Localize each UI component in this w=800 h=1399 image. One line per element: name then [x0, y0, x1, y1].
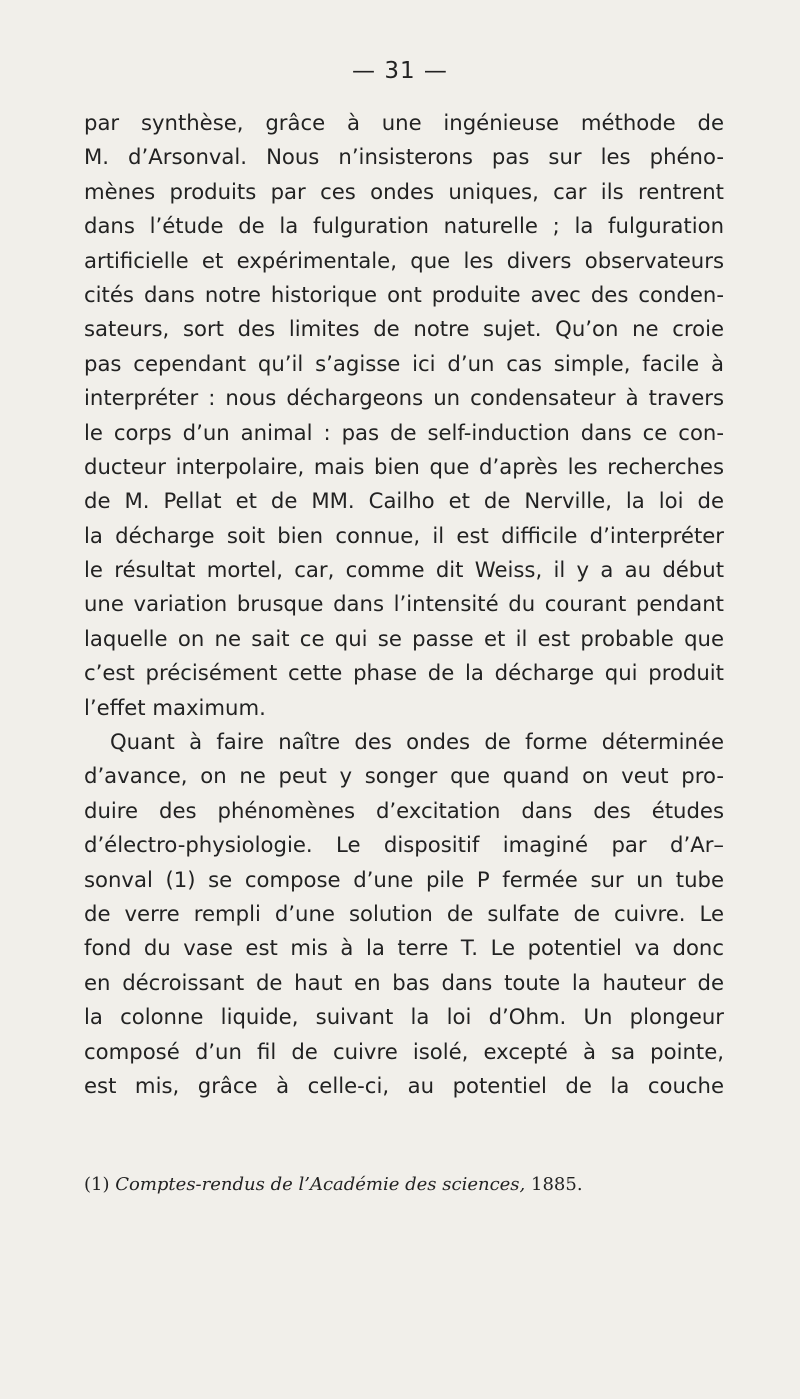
footnote-marker: (1) [84, 1174, 110, 1195]
text-line: la décharge soit bien connue, il est difficile d’interpréter [84, 522, 724, 548]
text-line: sonval (1) se compose d’une pile P fermée sur un tube [84, 866, 724, 892]
text-line: c’est précisément cette phase de la décharge qui produit [84, 660, 724, 686]
page-number: — 31 — [352, 58, 448, 84]
text-line: interpréter : nous déchargeons un condensateur à travers [84, 385, 724, 411]
text-line: de M. Pellat et de MM. Cailho et de Nerville, la loi de [84, 488, 724, 514]
text-line: la colonne liquide, suivant la loi d’Ohm. Un plongeur [84, 1004, 724, 1030]
text-line: d’électro-physiologie. Le dispositif imaginé par d’Ar– [84, 832, 724, 858]
text-line: l’effet maximum. [84, 694, 266, 720]
text-line: composé d’un fil de cuivre isolé, excepté à sa pointe, [84, 1038, 724, 1064]
text-line: pas cependant qu’il s’agisse ici d’un cas simple, facile à [84, 350, 724, 376]
text-line: Quant à faire naître des ondes de forme déterminée [110, 729, 724, 755]
text-line: de verre rempli d’une solution de sulfate de cuivre. Le [84, 900, 724, 926]
footnote-title: Comptes-rendus de l’Académie des sciences, [115, 1174, 526, 1195]
text-line: laquelle on ne sait ce qui se passe et il est probable que [84, 625, 724, 651]
text-line: M. d’Arsonval. Nous n’insisterons pas sur les phéno- [84, 144, 724, 170]
text-line: fond du vase est mis à la terre T. Le potentiel va donc [84, 935, 724, 961]
text-line: mènes produits par ces ondes uniques, car ils rentrent [84, 178, 724, 204]
text-line: cités dans notre historique ont produite avec des conden- [84, 281, 724, 307]
text-line: ducteur interpolaire, mais bien que d’après les recherches [84, 453, 724, 479]
footnote [84, 1174, 724, 1195]
text-line: sateurs, sort des limites de notre sujet. Qu’on ne croie [84, 316, 724, 342]
text-line: en décroissant de haut en bas dans toute la hauteur de [84, 969, 724, 995]
text-line: duire des phénomènes d’excitation dans des études [84, 797, 724, 823]
text-line: par synthèse, grâce à une ingénieuse méthode de [84, 110, 724, 135]
text-line: dans l’étude de la fulguration naturelle ; la fulguration [84, 213, 724, 239]
text-line: le résultat mortel, car, comme dit Weiss, il y a au début [84, 557, 724, 583]
text-line: le corps d’un animal : pas de self-induction dans ce con- [84, 419, 724, 445]
text-line: est mis, grâce à celle-ci, au potentiel de la couche [84, 1072, 724, 1098]
text-line: artificielle et expérimentale, que les divers observateurs [84, 247, 724, 273]
text-line: d’avance, on ne peut y songer que quand on veut pro- [84, 763, 724, 789]
text-line: une variation brusque dans l’intensité du courant pendant [84, 591, 724, 617]
footnote-year: 1885. [531, 1174, 583, 1195]
body-text [84, 106, 724, 1103]
